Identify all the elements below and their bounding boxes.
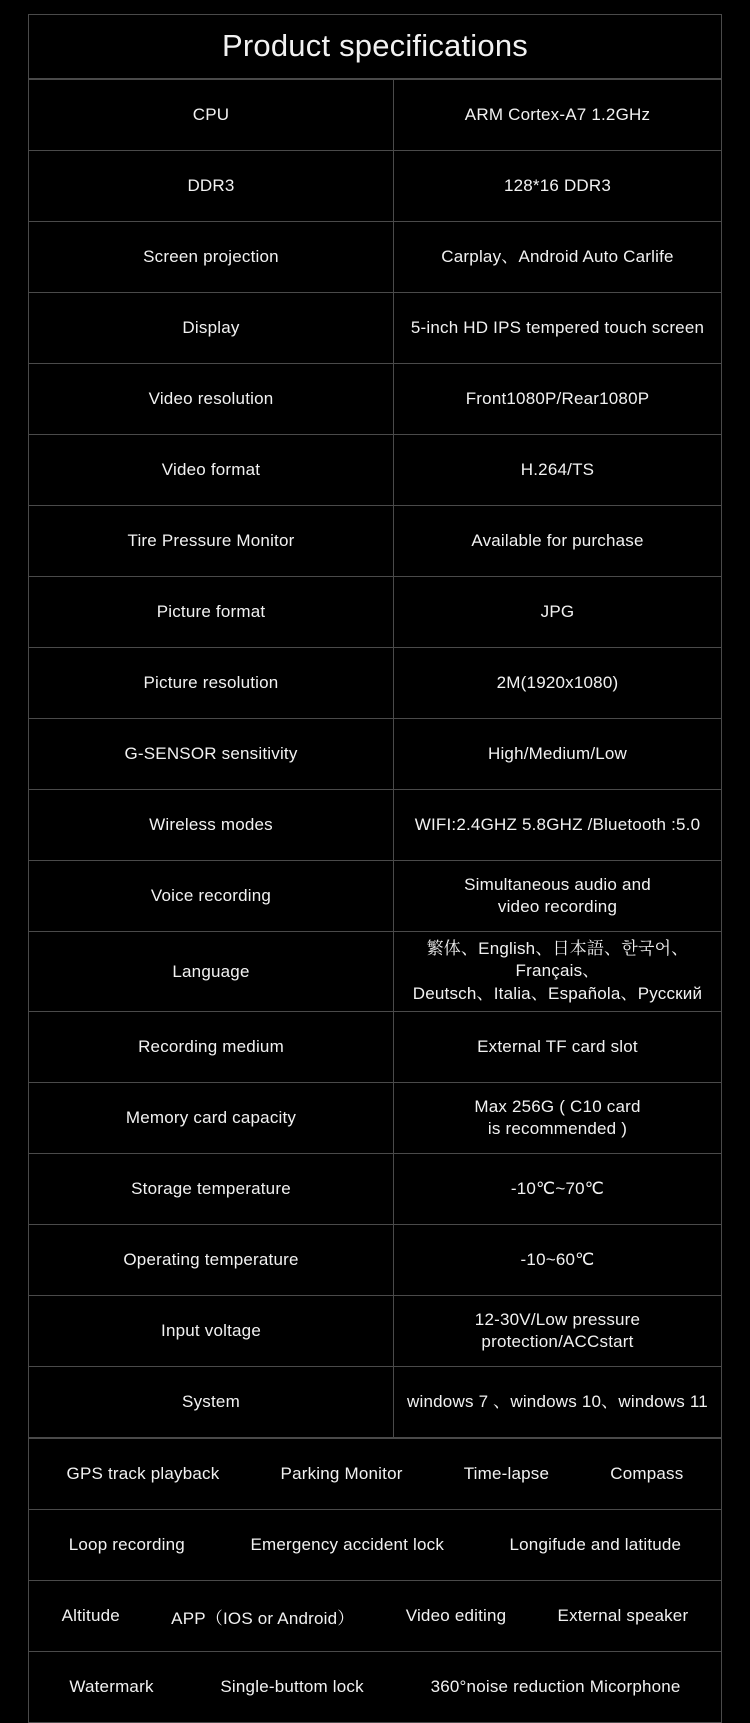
spec-value-lines xyxy=(402,246,713,268)
table-row xyxy=(29,364,722,435)
spec-value-lines xyxy=(402,601,713,623)
feature-list xyxy=(39,1604,711,1629)
spec-value-lines xyxy=(402,530,713,552)
feature-item: Parking Monitor xyxy=(280,1464,403,1484)
spec-label: Picture resolution xyxy=(29,648,394,719)
spec-value-line: High/Medium/Low xyxy=(487,743,628,763)
spec-value-line: 5-inch HD IPS tempered touch screen xyxy=(410,317,705,337)
spec-value-line: protection/ACCstart xyxy=(481,1332,634,1352)
spec-label: CPU xyxy=(29,80,394,151)
spec-value-lines xyxy=(402,1096,713,1141)
table-row xyxy=(29,790,722,861)
feature-item: 360°noise reduction Micorphone xyxy=(430,1677,681,1697)
feature-item: External speaker xyxy=(557,1606,689,1626)
spec-label: Memory card capacity xyxy=(29,1083,394,1154)
feature-cell xyxy=(29,1439,722,1510)
spec-value xyxy=(394,719,722,790)
table-row xyxy=(29,577,722,648)
table-row xyxy=(29,1296,722,1367)
table-row xyxy=(29,932,722,1012)
spec-value xyxy=(394,80,722,151)
spec-value xyxy=(394,861,722,932)
spec-value xyxy=(394,506,722,577)
feature-rows xyxy=(29,1439,722,1723)
spec-value xyxy=(394,1225,722,1296)
table-row xyxy=(29,151,722,222)
feature-list xyxy=(39,1677,711,1697)
table-row xyxy=(29,861,722,932)
spec-value xyxy=(394,435,722,506)
spec-value xyxy=(394,293,722,364)
feature-item: Single-buttom lock xyxy=(220,1677,364,1697)
spec-value-line: windows 7 、windows 10、windows 11 xyxy=(407,1392,708,1412)
table-row xyxy=(29,435,722,506)
spec-value-line: 12-30V/Low pressure xyxy=(474,1309,641,1329)
spec-value-line: WIFI:2.4GHZ 5.8GHZ /Bluetooth :5.0 xyxy=(414,814,701,834)
spec-value-lines xyxy=(402,672,713,694)
spec-value-lines xyxy=(402,1178,713,1200)
spec-value-line: 繁体、English、日本語、한국어、Français、 xyxy=(426,939,689,981)
spec-value-line: ARM Cortex-A7 1.2GHz xyxy=(464,104,651,124)
spec-label: Screen projection xyxy=(29,222,394,293)
spec-value xyxy=(394,1154,722,1225)
spec-value xyxy=(394,222,722,293)
feature-row xyxy=(29,1439,722,1510)
spec-label: Tire Pressure Monitor xyxy=(29,506,394,577)
feature-item: Loop recording xyxy=(68,1535,185,1555)
feature-item: Watermark xyxy=(69,1677,154,1697)
title-row xyxy=(29,15,722,79)
spec-value-lines xyxy=(402,317,713,339)
table-row xyxy=(29,1225,722,1296)
spec-label: Video format xyxy=(29,435,394,506)
spec-value xyxy=(394,1367,722,1438)
table-row xyxy=(29,1367,722,1438)
spec-value xyxy=(394,1083,722,1154)
spec-label: G-SENSOR sensitivity xyxy=(29,719,394,790)
feature-row xyxy=(29,1581,722,1652)
spec-value-line: -10~60℃ xyxy=(520,1250,595,1270)
feature-cell xyxy=(29,1510,722,1581)
feature-item: Video editing xyxy=(405,1606,507,1626)
spec-value-lines xyxy=(402,1391,713,1413)
features-table xyxy=(28,1438,722,1723)
feature-item: Altitude xyxy=(61,1606,120,1626)
spec-label: Voice recording xyxy=(29,861,394,932)
spec-value xyxy=(394,790,722,861)
spec-value-lines xyxy=(402,1036,713,1058)
feature-row xyxy=(29,1510,722,1581)
spec-value-lines xyxy=(402,388,713,410)
spec-label: Input voltage xyxy=(29,1296,394,1367)
spec-value-line: is recommended ) xyxy=(487,1119,628,1139)
spec-value-line: Simultaneous audio and xyxy=(464,874,651,894)
spec-value xyxy=(394,1296,722,1367)
feature-cell xyxy=(29,1652,722,1723)
spec-value-line: 128*16 DDR3 xyxy=(503,175,612,195)
spec-value-lines xyxy=(402,1249,713,1271)
spec-label: Operating temperature xyxy=(29,1225,394,1296)
feature-item: Emergency accident lock xyxy=(250,1535,445,1555)
spec-value-line: JPG xyxy=(540,601,575,621)
spec-value-lines xyxy=(402,874,713,919)
table-row xyxy=(29,648,722,719)
spec-value-line: H.264/TS xyxy=(520,459,595,479)
spec-value-line: -10℃~70℃ xyxy=(510,1179,605,1199)
feature-cell xyxy=(29,1581,722,1652)
spec-value-line: External TF card slot xyxy=(477,1037,638,1057)
spec-value-lines xyxy=(402,743,713,765)
page-title: Product specifications xyxy=(29,15,722,79)
spec-value xyxy=(394,151,722,222)
spec-value-line: 2M(1920x1080) xyxy=(496,672,619,692)
spec-value xyxy=(394,932,722,1012)
specifications-rows-table xyxy=(28,79,722,1438)
table-row xyxy=(29,222,722,293)
table-row xyxy=(29,1012,722,1083)
spec-value-line: Max 256G ( C10 card xyxy=(474,1096,641,1116)
feature-item: Longifude and latitude xyxy=(509,1535,682,1555)
table-row xyxy=(29,293,722,364)
spec-rows xyxy=(29,80,722,1438)
spec-value-line: video recording xyxy=(497,897,618,916)
spec-label: System xyxy=(29,1367,394,1438)
feature-item: Compass xyxy=(610,1464,684,1484)
feature-row xyxy=(29,1652,722,1723)
spec-label: Wireless modes xyxy=(29,790,394,861)
spec-label: Language xyxy=(29,932,394,1012)
feature-item: Time-lapse xyxy=(463,1464,550,1484)
spec-value-lines xyxy=(402,1309,713,1354)
table-row xyxy=(29,506,722,577)
spec-label: Picture format xyxy=(29,577,394,648)
feature-item: GPS track playback xyxy=(66,1464,220,1484)
spec-label: DDR3 xyxy=(29,151,394,222)
feature-list xyxy=(39,1464,711,1484)
spec-value-lines xyxy=(402,814,713,836)
spec-label: Video resolution xyxy=(29,364,394,435)
spec-value-lines xyxy=(402,459,713,481)
table-row xyxy=(29,719,722,790)
spec-value xyxy=(394,1012,722,1083)
spec-value xyxy=(394,648,722,719)
spec-value xyxy=(394,364,722,435)
spec-value-line: Deutsch、Italia、Española、Русский xyxy=(412,983,703,1003)
table-row xyxy=(29,80,722,151)
feature-item: APP（IOS or Android） xyxy=(171,1608,355,1628)
spec-label: Display xyxy=(29,293,394,364)
table-row xyxy=(29,1154,722,1225)
table-row xyxy=(29,1083,722,1154)
spec-value-lines xyxy=(402,175,713,197)
spec-value-line: Front1080P/Rear1080P xyxy=(465,388,650,408)
spec-value xyxy=(394,577,722,648)
specifications-table xyxy=(28,14,722,79)
spec-label: Recording medium xyxy=(29,1012,394,1083)
spec-value-line: Available for purchase xyxy=(471,530,644,550)
spec-value-lines xyxy=(402,938,713,1005)
spec-value-lines xyxy=(402,104,713,126)
feature-list xyxy=(39,1535,711,1555)
spec-value-line: Carplay、Android Auto Carlife xyxy=(441,246,674,266)
spec-label: Storage temperature xyxy=(29,1154,394,1225)
table-body xyxy=(29,15,722,79)
